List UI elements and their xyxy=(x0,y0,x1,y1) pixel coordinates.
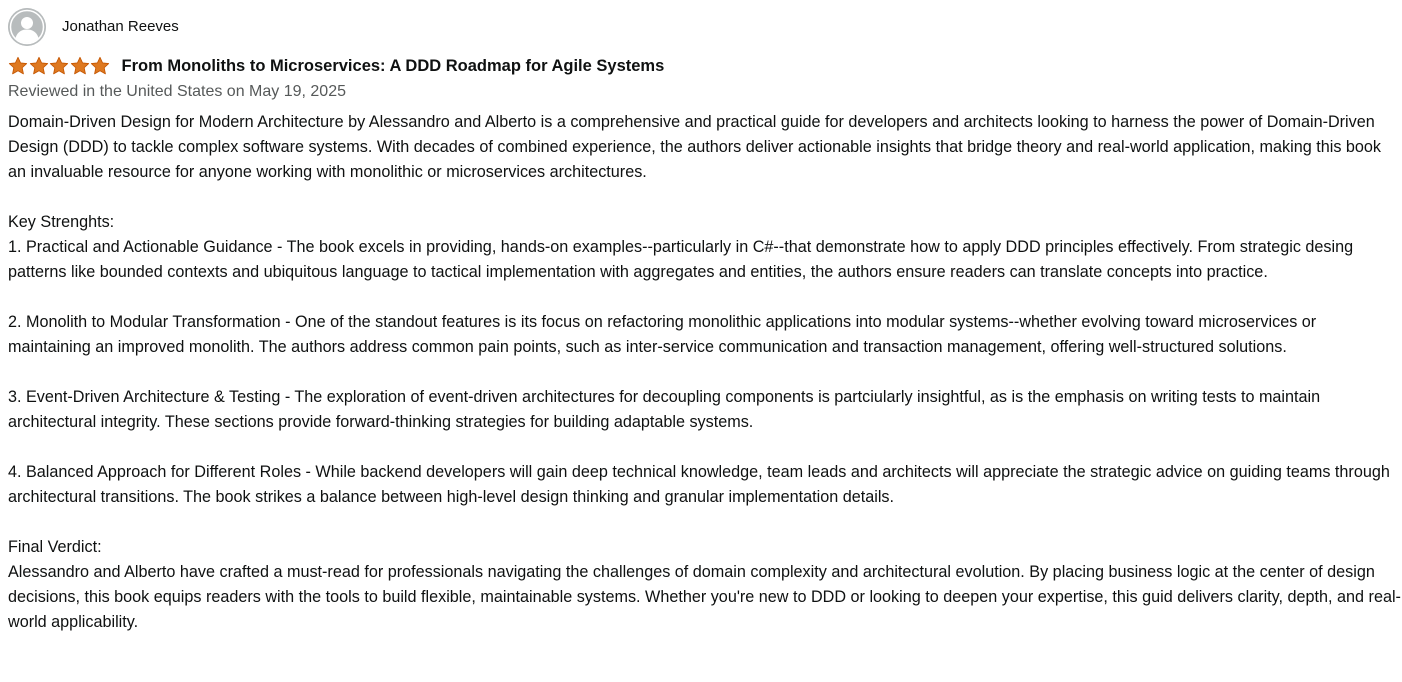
star-icon xyxy=(8,56,28,76)
person-silhouette-icon[interactable] xyxy=(8,8,46,46)
paragraph-spacer xyxy=(8,185,1402,210)
star-rating[interactable] xyxy=(8,56,111,76)
strength-point-3: 3. Event-Driven Architecture & Testing - The exploration of event-driven architectures for decoupling components is partciularly insightful, as is the emphasis on writing tests to maintain architectural integrity. These sections provide forward-thinking strategies for building adaptable systems. xyxy=(8,388,1321,431)
paragraph-spacer xyxy=(8,360,1402,385)
star-icon xyxy=(70,56,90,76)
star-icon xyxy=(90,56,110,76)
review-title[interactable]: From Monoliths to Microservices: A DDD Roadmap for Agile Systems xyxy=(121,57,665,75)
review-body xyxy=(8,110,1402,635)
review-intro: Domain-Driven Design for Modern Architecture by Alessandro and Alberto is a comprehensive and practical guide for developers and architects looking to harness the power of Domain-Driven Design (DDD) to tackle complex software systems. With decades of combined experience, the authors deliver actionable insights that bridge theory and real-world application, making this book an invaluable resource for anyone working with monolithic or microservices architectures. xyxy=(8,113,1382,181)
reviewer-profile[interactable] xyxy=(8,8,1402,46)
strengths-heading: Key Strenghts: xyxy=(8,213,115,231)
verdict-heading: Final Verdict: xyxy=(8,538,102,556)
paragraph-spacer xyxy=(8,510,1402,535)
review-title-row xyxy=(8,54,1402,78)
paragraph-spacer xyxy=(8,285,1402,310)
reviewer-name[interactable]: Jonathan Reeves xyxy=(62,18,179,35)
star-icon xyxy=(29,56,49,76)
verdict-text: Alessandro and Alberto have crafted a must-read for professionals navigating the challenges of domain complexity and architectural evolution. By placing business logic at the center of design decisions, this book equips readers with the tools to build flexible, maintainable systems. Whether you're new to DDD or looking to deepen your expertise, this guid delivers clarity, depth, and real-world applicability. xyxy=(8,563,1401,631)
strength-point-1: 1. Practical and Actionable Guidance - The book excels in providing, hands-on examples--particularly in C#--that demonstrate how to apply DDD principles effectively. From strategic desing patterns like bounded contexts and ubiquitous language to tactical implementation with aggregates and entities, the authors ensure readers can translate concepts into practice. xyxy=(8,238,1354,281)
strength-point-2: 2. Monolith to Modular Transformation - One of the standout features is its focus on refactoring monolithic applications into modular systems--whether evolving toward microservices or maintaining an improved monolith. The authors address common pain points, such as inter-service communication and transaction management, offering well-structured solutions. xyxy=(8,313,1317,356)
paragraph-spacer xyxy=(8,435,1402,460)
star-icon xyxy=(49,56,69,76)
strength-point-4: 4. Balanced Approach for Different Roles - While backend developers will gain deep technical knowledge, team leads and architects will appreciate the strategic advice on guiding teams through architectural transitions. The book strikes a balance between high-level design thinking and granular implementation details. xyxy=(8,463,1390,506)
review-date: Reviewed in the United States on May 19, 2025 xyxy=(8,83,346,100)
